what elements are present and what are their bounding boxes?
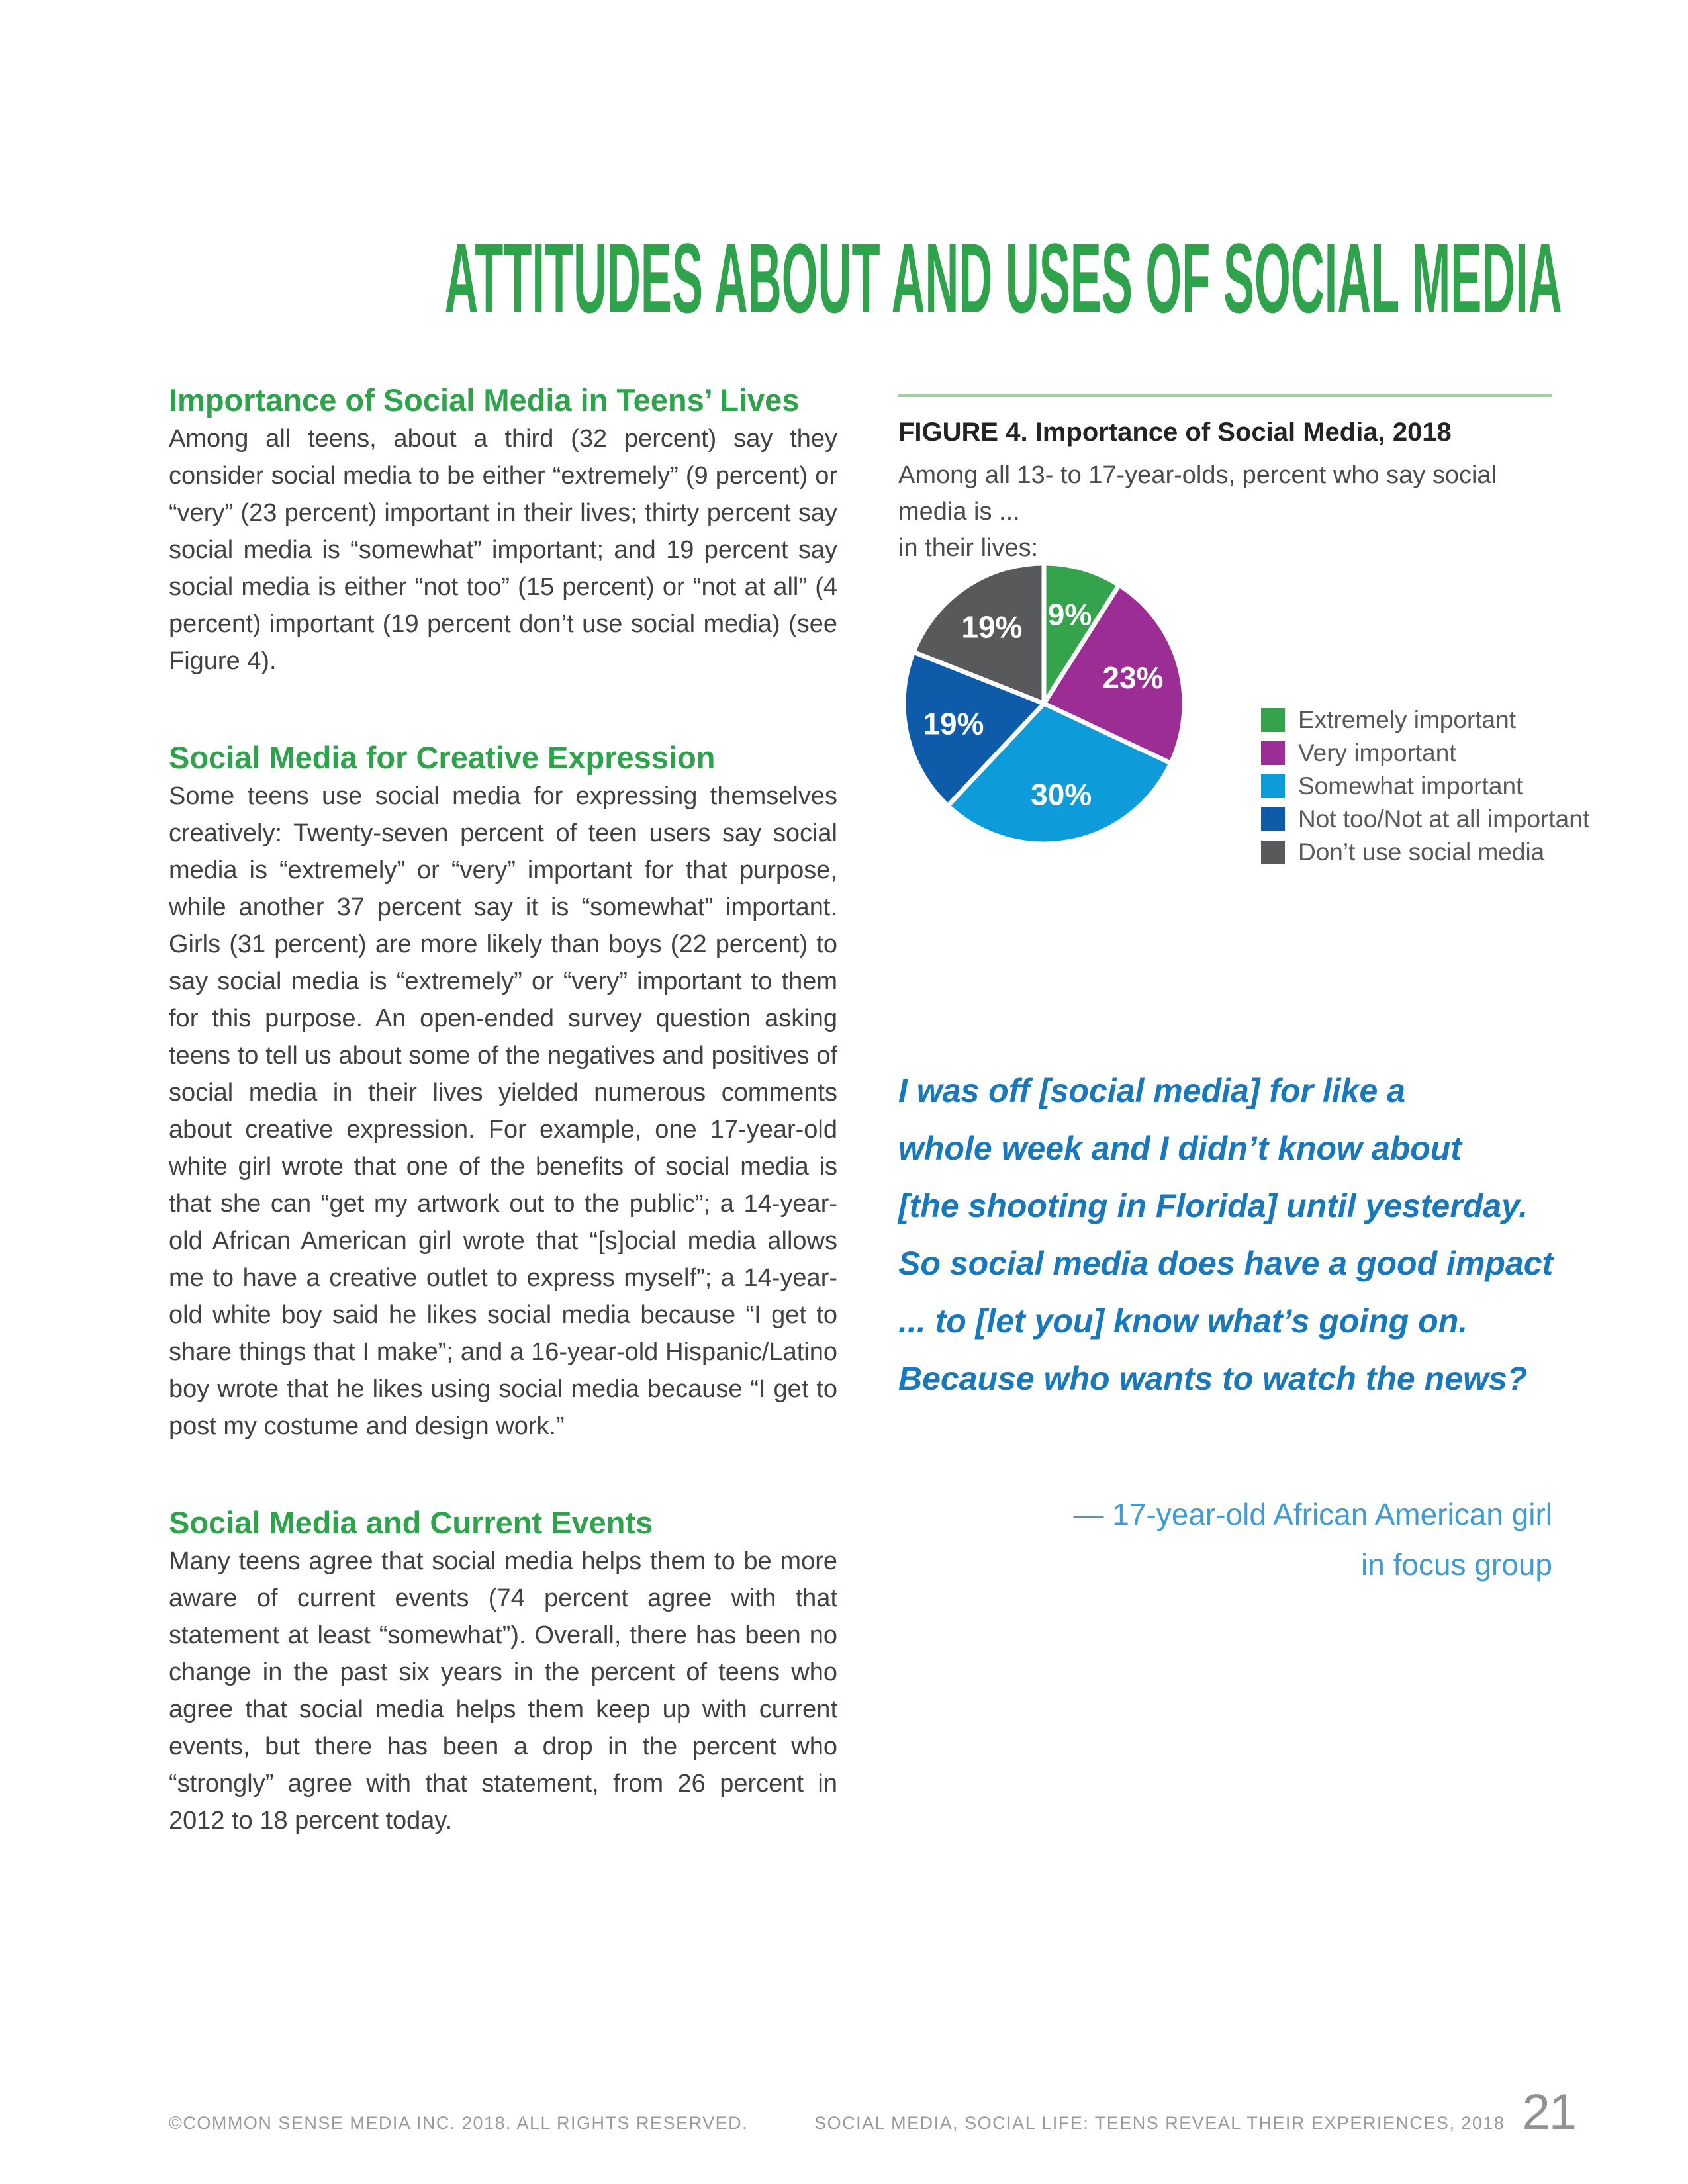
quote-line-5: ... to [let you] know what’s going on.	[898, 1302, 1468, 1340]
left-column	[169, 381, 837, 1839]
quote-attribution-line1: — 17-year-old African American girl	[1073, 1497, 1552, 1531]
legend-item-5	[1261, 840, 1589, 865]
quote-line-2: whole week and I didn’t know about	[898, 1130, 1462, 1167]
figure-caption: FIGURE 4. Importance of Social Media, 2018	[898, 418, 1452, 447]
footer-copyright: ©COMMON SENSE MEDIA INC. 2018. ALL RIGHTS RESERVED.	[169, 2113, 749, 2133]
figure-description-line2: in their lives:	[898, 534, 1039, 562]
legend-label: Extremely important	[1298, 706, 1516, 733]
legend-swatch-icon	[1261, 807, 1285, 831]
pie-slice-label-2: 23%	[1102, 660, 1164, 696]
legend-label: Don’t use social media	[1298, 839, 1545, 866]
pie-chart	[898, 561, 1190, 847]
legend-label: Not too/Not at all important	[1298, 805, 1590, 833]
quote-line-6: Because who wants to watch the news?	[898, 1360, 1528, 1397]
legend-swatch-icon	[1261, 774, 1285, 798]
section-heading-creative-expression: Social Media for Creative Expression	[169, 740, 716, 775]
figure-description	[898, 457, 1552, 567]
quote-line-3: [the shooting in Florida] until yesterday.	[898, 1187, 1528, 1224]
section-body-current-events: Many teens agree that social media helps them to be more aware of current events (74 percent agree with that statement at least “somewhat”). Overall, there has been no change in the past six years in the percent of teens who agree that social media helps them keep up with current events, but there has been a drop in the percent who “strongly” agree with that statement, from 26 percent in 2012 to 18 percent today.	[169, 1547, 837, 1835]
figure-description-line1: Among all 13- to 17-year-olds, percent who say social media is ...	[898, 461, 1497, 525]
footer-right-group	[814, 2083, 1575, 2141]
chart-legend	[1261, 707, 1589, 865]
quote-attribution	[1073, 1489, 1552, 1590]
legend-label: Very important	[1298, 739, 1456, 766]
legend-item-2	[1261, 741, 1589, 766]
section-body-creative-expression: Some teens use social media for expressing themselves creatively: Twenty-seven percent of teen users say social media is “extremely” or “very” important for that purpose, while another 37 percent say it is “somewhat” important. Girls (31 percent) are more likely than boys (22 percent) to say social media is “extremely” or “very” important to them for this purpose. An open-ended survey question asking teens to tell us about some of the negatives and positives of social media in their lives yielded numerous comments about creative expression. For example, one 17-year-old white girl wrote that one of the benefits of social media is that she can “get my artwork out to the public”; a 14-year-old African American girl wrote that “[s]ocial media allows me to have a creative outlet to express myself”; a 14-year-old white boy said he likes social media because “I get to share things that I make”; and a 16-year-old Hispanic/Latino boy wrote that he likes using social media because “I get to post my costume and design work.”	[169, 782, 837, 1440]
legend-item-1	[1261, 707, 1589, 733]
figure-column	[898, 394, 1590, 1784]
legend-swatch-icon	[1261, 841, 1285, 864]
legend-swatch-icon	[1261, 741, 1285, 765]
quote-attribution-line2: in focus group	[1361, 1547, 1552, 1582]
section-heading-importance: Importance of Social Media in Teens’ Lives	[169, 383, 800, 418]
section-heading-current-events: Social Media and Current Events	[169, 1505, 653, 1540]
legend-item-3	[1261, 774, 1589, 799]
pie-slice-label-1: 9%	[1047, 597, 1092, 632]
page-title: ATTITUDES ABOUT AND USES OF SOCIAL MEDIA	[444, 222, 1562, 334]
pie-slice-label-3: 30%	[1031, 777, 1092, 812]
pull-quote	[898, 1062, 1580, 1408]
pie-slice-label-4: 19%	[923, 706, 984, 741]
quote-line-4: So social media does have a good impact	[898, 1245, 1554, 1282]
legend-item-4	[1261, 807, 1589, 832]
pie-slice-label-5: 19%	[961, 610, 1023, 645]
figure-divider-rule	[898, 394, 1552, 397]
page-footer	[169, 2083, 1575, 2141]
legend-label: Somewhat important	[1298, 772, 1523, 799]
footer-report-title: SOCIAL MEDIA, SOCIAL LIFE: TEENS REVEAL THEIR EXPERIENCES, 2018	[814, 2113, 1505, 2133]
quote-line-1: I was off [social media] for like a	[898, 1072, 1405, 1109]
legend-swatch-icon	[1261, 708, 1285, 732]
page-number: 21	[1522, 2084, 1575, 2140]
section-body-importance: Among all teens, about a third (32 percent) say they consider social media to be either “extremely” (9 percent) or “very” (23 percent) important in their lives; thirty percent say social media is “somewhat” important; and 19 percent say social media is either “not too” (15 percent) or “not at all” (4 percent) important (19 percent don’t use social media) (see Figure 4).	[169, 425, 837, 675]
